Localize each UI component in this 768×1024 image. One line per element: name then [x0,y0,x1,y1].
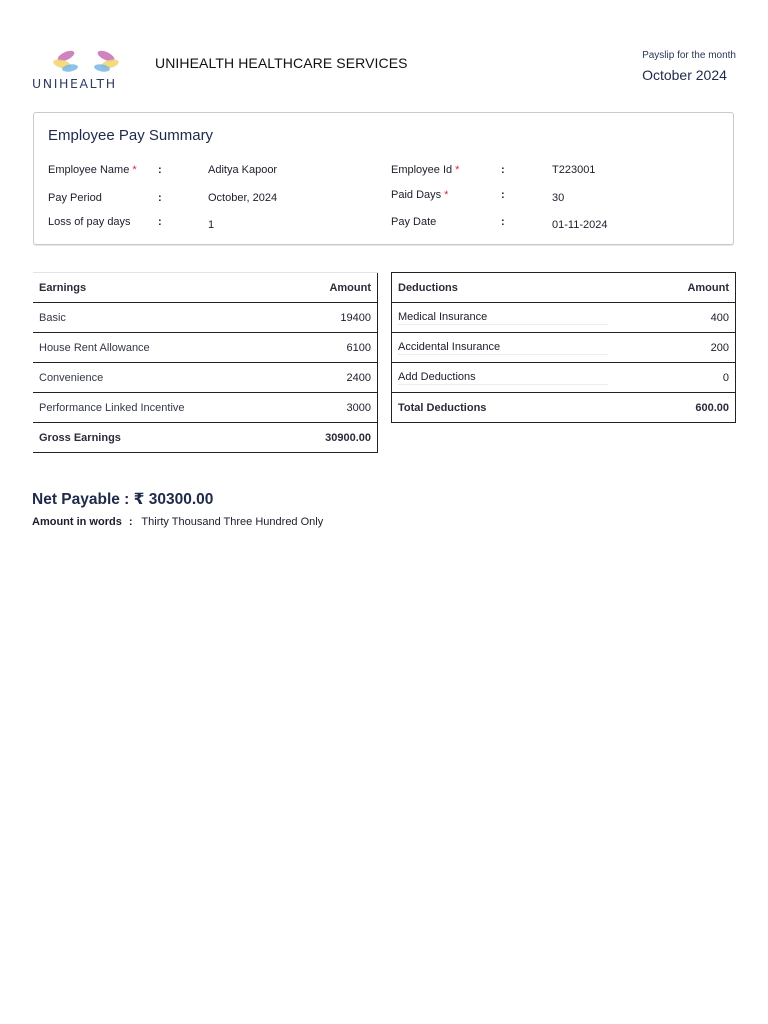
deductions-header-amount: Amount [668,273,735,303]
summary-title: Employee Pay Summary [48,127,214,144]
colon: : [501,164,505,176]
pay-date-value: 01-11-2024 [552,219,608,231]
amount-in-words-value: Thirty Thousand Three Hundred Only [141,516,324,528]
earnings-header-row [33,273,378,303]
required-mark: * [455,164,460,176]
table-row [392,363,736,393]
table-row [33,333,378,363]
earnings-header-amount: Amount [284,273,377,303]
employee-name-value: Aditya Kapoor [208,164,278,176]
paid-days-value: 30 [552,192,565,204]
flower-logo-icon [40,48,136,78]
payslip-month [642,50,736,83]
deduction-label: Add Deductions [392,363,669,393]
deduction-amount: 0 [668,363,735,393]
colon: : [158,164,162,176]
deduction-label: Medical Insurance [392,303,669,333]
earning-label: Convenience [33,363,284,393]
amount-in-words [32,516,323,528]
table-row [33,363,378,393]
deductions-header-row [392,273,736,303]
colon: : [501,216,505,228]
total-deductions-row [392,393,736,423]
deductions-table [391,272,736,423]
lop-value: 1 [208,219,215,231]
pay-period-label: Pay Period [48,192,102,204]
deductions-header-label: Deductions [392,273,669,303]
gross-earnings-label: Gross Earnings [33,423,284,453]
pay-date-label: Pay Date [391,216,437,228]
logo-text: UNIHEALTH [32,76,117,91]
amount-in-words-label: Amount in words [32,516,122,528]
deduction-amount: 200 [668,333,735,363]
company-name: UNIHEALTH HEALTHCARE SERVICES [155,55,408,71]
earning-amount: 3000 [284,393,377,423]
earning-amount: 2400 [284,363,377,393]
table-row [392,333,736,363]
table-row [33,393,378,423]
earning-amount: 19400 [284,303,377,333]
paid-days-label: Paid Days * [391,189,449,201]
earnings-header-label: Earnings [33,273,284,303]
month-label: Payslip for the month [642,50,736,61]
payslip-header [32,48,736,96]
earning-label: Performance Linked Incentive [33,393,284,423]
colon: : [158,192,162,204]
lop-label: Loss of pay days [48,216,131,228]
deduction-label: Accidental Insurance [392,333,669,363]
employee-id-value: T223001 [552,164,596,176]
total-deductions-label: Total Deductions [392,393,669,423]
deduction-amount: 400 [668,303,735,333]
gross-earnings-row [33,423,378,453]
company-logo [32,48,144,90]
earnings-table [33,272,378,453]
gross-earnings-amount: 30900.00 [284,423,377,453]
table-row [392,303,736,333]
required-mark: * [132,164,137,176]
employee-name-label: Employee Name * [48,164,137,176]
table-row [33,303,378,333]
net-payable: Net Payable : ₹ 30300.00 [32,491,214,508]
employee-pay-summary [33,112,734,245]
pay-period-value: October, 2024 [208,192,278,204]
colon: : [128,516,133,528]
earning-label: Basic [33,303,284,333]
colon: : [501,189,505,201]
total-deductions-amount: 600.00 [668,393,735,423]
month-value: October 2024 [642,67,727,83]
employee-id-label: Employee Id * [391,164,460,176]
colon: : [158,216,162,228]
required-mark: * [444,189,449,201]
earning-amount: 6100 [284,333,377,363]
earning-label: House Rent Allowance [33,333,284,363]
